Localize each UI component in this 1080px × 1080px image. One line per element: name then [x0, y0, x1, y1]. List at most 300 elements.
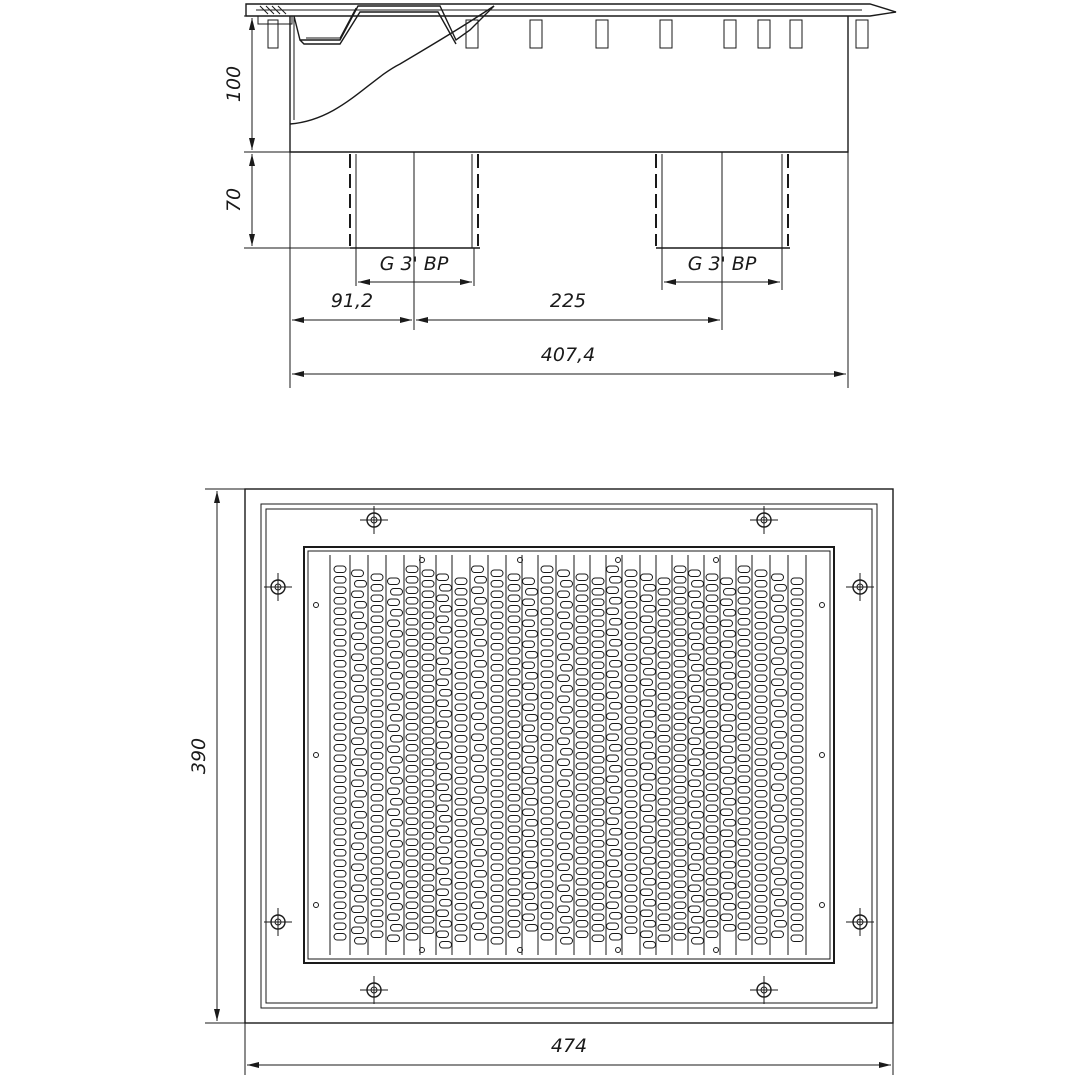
grate-slot: [607, 734, 619, 741]
grate-slot: [610, 913, 622, 920]
grate-slot: [706, 858, 718, 865]
grate-slot: [561, 665, 573, 672]
grate-slot: [558, 780, 570, 787]
grate-slot: [388, 767, 400, 774]
grate-slot: [674, 734, 686, 741]
grate-slot: [658, 578, 670, 585]
grate-slot: [422, 570, 434, 577]
grate-slot: [371, 721, 383, 728]
grate-slot: [455, 851, 467, 858]
grate-slot: [437, 721, 449, 728]
grate-slot: [508, 921, 520, 928]
grate-slot: [422, 864, 434, 871]
grate-slot: [658, 757, 670, 764]
grate-slot: [523, 788, 535, 795]
grate-slot: [674, 766, 686, 773]
grate-slot: [738, 871, 750, 878]
grate-slot: [592, 715, 604, 722]
grate-slot: [625, 885, 637, 892]
grate-slot: [576, 816, 588, 823]
grate-slot: [706, 753, 718, 760]
grate-slot: [658, 683, 670, 690]
grate-slot: [406, 797, 418, 804]
grate-slot: [371, 606, 383, 613]
grate-slot: [391, 673, 403, 680]
grate-slot: [775, 837, 787, 844]
grate-slot: [721, 830, 733, 837]
grate-slot: [406, 692, 418, 699]
grate-slot: [422, 801, 434, 808]
grate-slot: [692, 917, 704, 924]
grate-slot: [475, 892, 487, 899]
grate-slot: [738, 640, 750, 647]
grate-slot: [576, 931, 588, 938]
grate-slot: [475, 808, 487, 815]
grate-slot: [775, 648, 787, 655]
grate-slot: [755, 738, 767, 745]
grate-slot: [455, 935, 467, 942]
grate-slot: [576, 732, 588, 739]
grate-slot: [455, 757, 467, 764]
grate-slot: [644, 795, 656, 802]
grate-slot: [610, 661, 622, 668]
grate-slot: [352, 738, 364, 745]
grate-slot: [658, 673, 670, 680]
grate-slot: [674, 713, 686, 720]
grate-slot: [523, 662, 535, 669]
grate-slot: [406, 598, 418, 605]
grate-slot: [391, 883, 403, 890]
grate-slot: [491, 612, 503, 619]
grate-slot: [755, 591, 767, 598]
grate-slot: [692, 896, 704, 903]
grate-slot: [334, 661, 346, 668]
grate-slot: [755, 875, 767, 882]
grate-slot: [738, 619, 750, 626]
grate-slot: [355, 875, 367, 882]
grate-slot: [406, 850, 418, 857]
grate-slot: [674, 598, 686, 605]
grate-slot: [641, 721, 653, 728]
grate-slot: [371, 669, 383, 676]
grate-slot: [576, 858, 588, 865]
grate-slot: [406, 745, 418, 752]
grate-slot: [674, 860, 686, 867]
grate-slot: [706, 732, 718, 739]
dim-height-body-label: 100: [223, 65, 245, 103]
grate-slot: [371, 805, 383, 812]
grate-slot: [355, 833, 367, 840]
grate-slot: [607, 608, 619, 615]
grate-slot: [561, 812, 573, 819]
grate-slot: [558, 738, 570, 745]
grate-slot: [738, 913, 750, 920]
grate-slot: [437, 847, 449, 854]
grate-slot: [674, 629, 686, 636]
grate-slot: [422, 833, 434, 840]
grate-slot: [437, 574, 449, 581]
grate-slot: [508, 679, 520, 686]
grate-slot: [772, 805, 784, 812]
grate-slot: [406, 671, 418, 678]
grate-slot: [689, 675, 701, 682]
grate-slot: [658, 589, 670, 596]
grate-slot: [508, 606, 520, 613]
grate-slot: [625, 917, 637, 924]
grate-slot: [592, 694, 604, 701]
grate-slot: [352, 843, 364, 850]
grate-slot: [475, 661, 487, 668]
grate-slot: [388, 893, 400, 900]
grate-slot: [437, 805, 449, 812]
grate-slot: [422, 602, 434, 609]
grate-slot: [455, 904, 467, 911]
grate-slot: [706, 837, 718, 844]
grate-slot: [371, 585, 383, 592]
grate-slot: [772, 889, 784, 896]
grate-slot: [706, 595, 718, 602]
grate-slot: [422, 707, 434, 714]
grate-slot: [607, 671, 619, 678]
grate-slot: [523, 683, 535, 690]
grate-slot: [508, 879, 520, 886]
grate-slot: [755, 707, 767, 714]
grate-slot: [755, 854, 767, 861]
grate-slot: [576, 700, 588, 707]
grate-slot: [625, 906, 637, 913]
grate-slot: [406, 818, 418, 825]
grate-slot: [422, 633, 434, 640]
grate-slot: [576, 742, 588, 749]
grate-slot: [592, 683, 604, 690]
grate-slot: [625, 675, 637, 682]
grate-slot: [658, 620, 670, 627]
grate-slot: [334, 703, 346, 710]
grate-slot: [352, 780, 364, 787]
grate-slot: [692, 833, 704, 840]
grate-slot: [371, 574, 383, 581]
grate-slot: [526, 694, 538, 701]
grate-slot: [437, 658, 449, 665]
grate-slot: [508, 574, 520, 581]
grate-slot: [576, 784, 588, 791]
grate-slot: [371, 879, 383, 886]
grate-slot: [755, 623, 767, 630]
grate-slot: [610, 829, 622, 836]
grate-slot: [775, 879, 787, 886]
grate-slot: [523, 809, 535, 816]
grate-slot: [674, 829, 686, 836]
grate-slot: [406, 766, 418, 773]
grate-slot: [523, 872, 535, 879]
grate-slot: [541, 661, 553, 668]
grate-slot: [561, 581, 573, 588]
grate-slot: [422, 906, 434, 913]
grate-slot: [706, 816, 718, 823]
grate-slot: [508, 658, 520, 665]
grate-slot: [526, 715, 538, 722]
grate-slot: [658, 725, 670, 732]
grate-slot: [791, 673, 803, 680]
grate-slot: [721, 746, 733, 753]
grate-slot: [355, 938, 367, 945]
grate-slot: [738, 713, 750, 720]
grate-slot: [455, 652, 467, 659]
grate-slot: [541, 640, 553, 647]
grate-slot: [541, 808, 553, 815]
grate-slot: [689, 759, 701, 766]
grate-slot: [791, 610, 803, 617]
grate-slot: [644, 921, 656, 928]
grate-slot: [523, 893, 535, 900]
grate-slot: [388, 599, 400, 606]
grate-slot: [791, 820, 803, 827]
dim-height-lines: [244, 16, 350, 248]
grate-slot: [561, 602, 573, 609]
grate-slot: [692, 602, 704, 609]
grate-slot: [334, 724, 346, 731]
grate-slot: [526, 652, 538, 659]
grate-slot: [791, 841, 803, 848]
grate-slot: [576, 690, 588, 697]
grate-slot: [491, 591, 503, 598]
grate-slot: [541, 619, 553, 626]
grate-slot: [475, 766, 487, 773]
grate-slot: [422, 875, 434, 882]
grate-slot: [352, 696, 364, 703]
grate-slot: [508, 889, 520, 896]
grate-slot: [607, 881, 619, 888]
grate-slot: [406, 860, 418, 867]
grate-slot: [755, 644, 767, 651]
grate-slot: [541, 608, 553, 615]
grate-slot: [406, 787, 418, 794]
grate-slot: [352, 633, 364, 640]
grate-slot: [644, 690, 656, 697]
rivet: [714, 558, 719, 563]
grate-slot: [371, 900, 383, 907]
grate-slot: [738, 860, 750, 867]
grate-slot: [391, 610, 403, 617]
grate-slot: [738, 703, 750, 710]
grate-slot: [561, 686, 573, 693]
grate-slot: [772, 910, 784, 917]
grate-slot: [558, 633, 570, 640]
grate-slot: [625, 738, 637, 745]
grate-slot: [674, 923, 686, 930]
grate-slot: [422, 843, 434, 850]
grate-slot: [541, 713, 553, 720]
grate-slot: [475, 619, 487, 626]
grate-slot: [422, 780, 434, 787]
grate-slot: [641, 805, 653, 812]
grate-slot: [406, 650, 418, 657]
grate-slot: [592, 799, 604, 806]
grate-slot: [738, 724, 750, 731]
grate-slot: [641, 595, 653, 602]
grate-slot: [706, 742, 718, 749]
grate-slot: [455, 925, 467, 932]
grate-slot: [526, 631, 538, 638]
grate-slot: [491, 864, 503, 871]
grate-slot: [775, 732, 787, 739]
rivet: [314, 603, 319, 608]
grate-slot: [576, 658, 588, 665]
grate-slot: [406, 755, 418, 762]
grate-slot: [658, 694, 670, 701]
grate-slot: [576, 879, 588, 886]
grate-slot: [755, 780, 767, 787]
grate-slot: [658, 736, 670, 743]
grate-slot: [355, 770, 367, 777]
grate-slot: [355, 728, 367, 735]
grate-slot: [334, 787, 346, 794]
grate-slot: [576, 805, 588, 812]
grate-slot: [422, 885, 434, 892]
grate-slot: [491, 707, 503, 714]
grate-slot: [610, 682, 622, 689]
grate-slot: [355, 686, 367, 693]
grate-slot: [607, 839, 619, 846]
grate-slot: [455, 746, 467, 753]
grate-slot: [541, 766, 553, 773]
grate-slot: [576, 753, 588, 760]
grate-slot: [658, 746, 670, 753]
grate-slot: [406, 577, 418, 584]
grate-slot: [508, 847, 520, 854]
grate-slot: [437, 868, 449, 875]
grate-slot: [721, 704, 733, 711]
dim-height-outlet-label: 70: [223, 187, 245, 213]
grate-slot: [422, 591, 434, 598]
grate-slot: [658, 862, 670, 869]
grate-slot: [674, 787, 686, 794]
grate-slot: [526, 799, 538, 806]
grate-slot: [472, 650, 484, 657]
grate-slot: [422, 812, 434, 819]
grate-slot: [689, 780, 701, 787]
grate-slot: [491, 791, 503, 798]
grate-slot: [541, 692, 553, 699]
grate-slot: [689, 696, 701, 703]
grate-slot: [388, 851, 400, 858]
grate-slot: [724, 652, 736, 659]
grate-slot: [721, 872, 733, 879]
grate-slot: [455, 809, 467, 816]
grate-slot: [334, 640, 346, 647]
grate-slot: [706, 627, 718, 634]
grate-slot: [576, 826, 588, 833]
rivet: [820, 753, 825, 758]
grate-slot: [355, 896, 367, 903]
grate-slot: [738, 766, 750, 773]
grate-slot: [352, 885, 364, 892]
grate-slot: [592, 704, 604, 711]
grate-slot: [706, 795, 718, 802]
grate-slot: [406, 902, 418, 909]
grate-slot: [455, 736, 467, 743]
grate-slot: [561, 938, 573, 945]
grate-slot: [738, 629, 750, 636]
grate-slot: [455, 683, 467, 690]
grate-slot: [658, 872, 670, 879]
dim-offset-label: 91,2: [330, 290, 374, 312]
grate-slot: [775, 774, 787, 781]
grate-slot: [689, 885, 701, 892]
grate-slot: [738, 850, 750, 857]
grate-slot: [508, 784, 520, 791]
grate-slot: [440, 816, 452, 823]
grate-slot: [541, 745, 553, 752]
grate-slot: [523, 641, 535, 648]
grate-slot: [607, 755, 619, 762]
grate-slot: [706, 879, 718, 886]
dim-spacing-label: 225: [549, 290, 587, 312]
grate-slot: [658, 893, 670, 900]
grate-slot: [523, 725, 535, 732]
grate-slot: [406, 619, 418, 626]
grate-slot: [610, 703, 622, 710]
grate-slot: [576, 574, 588, 581]
grate-slot: [689, 738, 701, 745]
grate-slot: [508, 711, 520, 718]
grate-slot: [724, 799, 736, 806]
grate-slot: [658, 610, 670, 617]
grate-slot: [692, 749, 704, 756]
grate-slot: [772, 931, 784, 938]
grate-slot: [706, 847, 718, 854]
grate-slot: [592, 925, 604, 932]
grate-slot: [334, 587, 346, 594]
grate-slot: [738, 566, 750, 573]
grate-slot: [658, 778, 670, 785]
grate-slot: [738, 839, 750, 846]
grate-slot: [625, 780, 637, 787]
grate-slot: [334, 818, 346, 825]
grate-slot: [541, 598, 553, 605]
grate-slot: [352, 591, 364, 598]
outlet-right: [656, 152, 790, 330]
grate-slot: [388, 704, 400, 711]
grate-slot: [674, 745, 686, 752]
grate-slot: [508, 900, 520, 907]
grate-slot: [455, 893, 467, 900]
grate-slot: [625, 602, 637, 609]
grate-slot: [371, 637, 383, 644]
grate-slot: [455, 830, 467, 837]
grate-slot: [491, 728, 503, 735]
grate-slot: [674, 881, 686, 888]
grate-slot: [755, 728, 767, 735]
grate-slot: [791, 809, 803, 816]
grate-slot: [658, 652, 670, 659]
grate-slot: [775, 606, 787, 613]
grate-slot: [689, 801, 701, 808]
grate-slot: [625, 864, 637, 871]
grate-slot: [625, 570, 637, 577]
grate-slot: [674, 703, 686, 710]
grate-slot: [689, 843, 701, 850]
grate-slot: [644, 648, 656, 655]
grate-slot: [721, 725, 733, 732]
grate-slot: [558, 906, 570, 913]
grate-slot: [472, 671, 484, 678]
grate-slot: [406, 587, 418, 594]
grate-slot: [674, 577, 686, 584]
grate-slot: [334, 766, 346, 773]
grate-slot: [334, 829, 346, 836]
grate-slot: [791, 851, 803, 858]
